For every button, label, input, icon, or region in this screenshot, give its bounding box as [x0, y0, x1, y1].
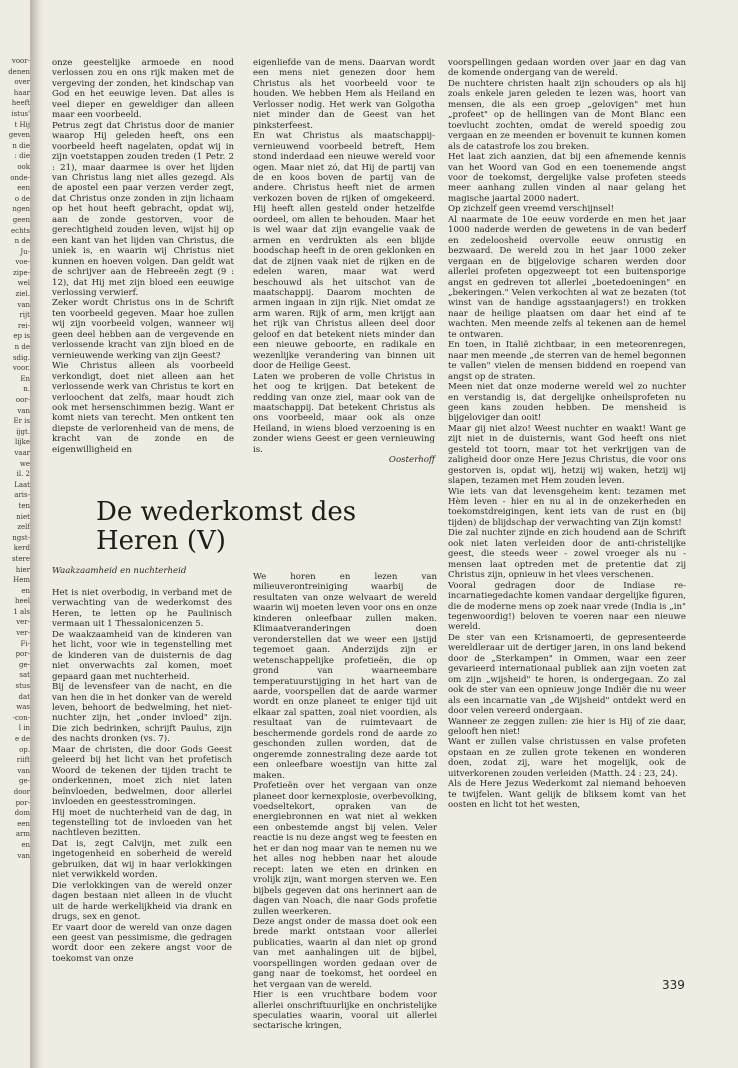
edge-fragment: ngen: [12, 205, 30, 214]
edge-fragment: en: [21, 840, 30, 849]
edge-fragment: denen: [8, 67, 30, 76]
edge-fragment: wel: [17, 279, 30, 288]
edge-fragment: rijt: [19, 311, 30, 320]
edge-fragment: n de: [14, 343, 30, 352]
edge-fragment: sdig.: [12, 353, 30, 362]
edge-fragment: ngst-: [12, 533, 30, 542]
paragraph: Profetieën over het vergaan van onze planeet door kernexplosie, overbevolking, voedseltekort, opraken van de energiebronnen en wat niet al wekken een onbestemde angst bij velen. Veler reactie is nu deze angst weg te feesten en het er dan nog maar van te nemen nu we het alles nog hebben naar het aloude recept: laten we eten en drinken en vrolijk zijn, want morgen sterven we. Een bijbels gegeven dat ons herinnert aan de dagen van Noach, die naar Gods profetie zullen weerkeren.: [253, 781, 437, 917]
edge-fragment: riift: [16, 756, 30, 765]
edge-fragment: niet: [16, 512, 30, 521]
article1-signature: Oosterhoff: [388, 455, 435, 466]
edge-fragment: zelf: [17, 523, 30, 532]
edge-fragment: van: [17, 766, 30, 775]
edge-fragment: 1 als: [13, 607, 30, 616]
paragraph: Het laat zich aanzien, dat bij een afnemende kennis van het Woord van God en een toenemende angst voor de toekomst, dergelijke valse profeten steeds meer aanhang zullen vinden al naar gelang het magische jaartal 2000 nadert.: [448, 152, 686, 204]
paragraph: Maar de christen, die door Gods Geest geleerd bij het licht van het profetisch Woord de tekenen der tijden tracht te onderkennen, moet zich niet laten beïnvloeden, bedwelmen, door allerlei invloeden en geestesstromingen.: [52, 744, 232, 808]
binding-gutter: [30, 0, 44, 1068]
edge-fragment: oor-: [15, 396, 30, 404]
edge-fragment: zipe-: [13, 268, 30, 277]
paragraph: Wie iets van dat levensgeheim kent: tezamen met Hèm leven - hier en nu al in de onzekerheden en toekomstdreigingen, kent iets van de rust en (bij tijden) de blijdschap der verwachting van Zijn komst!: [448, 486, 686, 528]
edge-fragment: o de: [14, 194, 30, 203]
paragraph: De waakzaamheid van de kinderen van het licht, voor wie in tegenstelling met de kinderen van de duisternis de dag niet onverwachts zal komen, moet gepaard gaan met nuchterheid.: [52, 629, 232, 682]
edge-fragment: onde-: [10, 173, 30, 182]
article1-column-1: [52, 58, 234, 455]
article2-column-3: [448, 58, 686, 811]
article2-subtitle: Waakzaamheid en nuchterheid: [52, 566, 187, 576]
previous-page-edge-text: [0, 56, 30, 1016]
edge-fragment: ziel.: [15, 290, 30, 299]
edge-fragment: ge-: [19, 660, 30, 669]
edge-fragment: ten: [18, 501, 30, 510]
edge-fragment: voor.: [12, 364, 30, 373]
edge-fragment: ver-: [16, 618, 30, 627]
edge-fragment: geven: [8, 131, 30, 140]
edge-fragment: En: [20, 374, 30, 383]
paragraph: Petrus zegt dat Christus door de manier waarop Hij geleden heeft, ons een voorbeeld heeft nagelaten, opdat wij in zijn voetstappen zouden treden (1 Petr. 2 : 21), maar daarmee is over het lijden van Christus lang niet alles gezegd. Als de apostel een paar verzen verder zegt, dat Christus onze zonden in zijn lichaam op het hout heeft gebracht, opdat wij, aan de zonde gestorven, voor de gerechtigheid zouden leven, wijst hij op een kant van het lijden van Christus, die uniek is, en waarin wij Christus niet kunnen en hoeven volgen. Dan geldt wat de schrijver aan de Hebreeën zegt (9 : 12), dat Hij met zijn bloed een eeuwige verlossing verwierf.: [52, 120, 234, 298]
edge-fragment: Fi-: [20, 639, 30, 648]
edge-fragment: geen: [12, 215, 30, 224]
edge-fragment: n die: [12, 141, 30, 150]
edge-fragment: t Hij: [14, 120, 30, 129]
paragraph: Als de Here Jezus Wederkomt zal niemand behoeven te twijfelen. Want gelijk de bliksem komt van het oosten en licht tot het westen,: [448, 779, 686, 811]
article2-column-1: [52, 588, 232, 964]
article2-title: De wederkomst des Heren (V): [96, 497, 357, 556]
edge-fragment: l in: [18, 724, 30, 733]
edge-fragment: Laat: [14, 480, 30, 489]
edge-fragment: ge-: [19, 777, 30, 786]
edge-fragment: we: [19, 459, 30, 468]
paragraph: Laten we proberen de volle Christus in het oog te krijgen. Dat betekent de redding van onze ziel, maar ook van de maatschappij. Dat betekent Christus als ons voorbeeld, maar ook als onze Heiland, in wiens bloed verzoening is en zonder wiens Geest er geen vernieuwing is.: [253, 371, 435, 455]
edge-fragment: dat: [18, 692, 30, 701]
edge-fragment: stus: [15, 682, 30, 691]
paragraph: Meen niet dat onze moderne wereld wel zo nuchter en verstandig is, dat dergelijke onheilsprofeten nu geen kans zouden hebben. De mensheid is bijgeloviger dan ooit!: [448, 382, 686, 424]
edge-fragment: aris-: [14, 491, 30, 500]
edge-fragment: ijgt.: [16, 427, 30, 436]
paragraph: De nuchtere christen haalt zijn schouders op als hij zoals enkele jaren geleden te lezen was, hoort van mensen, die als een groep „gelovigen" met hun „profeet" op de hellingen van de Mont Blanc een toevlucht zochten, omdat de wereld spoedig zou vergaan en ze meenden er bovenuit te kunnen komen als de catastrofe los zou breken.: [448, 78, 686, 152]
paragraph: Hij moet de nuchterheid van de dag, in tegenstelling tot de invloeden van het nachtleven bezitten.: [52, 807, 232, 839]
edge-fragment: heel: [14, 597, 30, 606]
paragraph: De ster van een Krisnamoerti, de gepresenteerde wereldleraar uit de dertiger jaren, in ons land bekend door de „Sterkampen" in Ommen, waar een zeer gevarieerd internationaal publiek aan zijn voeten zat om zijn „wijsheid" te horen, is ondergegaan. Zo zal ook de ster van een opnieuw jonge Indiër die nu weer als een incarnatie van „de Wijsheid" ontdekt werd en door velen vereerd ondergaan.: [448, 632, 686, 717]
edge-fragment: was: [16, 703, 30, 712]
edge-fragment: e de: [15, 735, 30, 743]
edge-fragment: voor-: [11, 57, 30, 65]
edge-fragment: door: [13, 787, 30, 796]
edge-fragment: por-: [15, 650, 30, 659]
edge-fragment: Hem: [13, 576, 30, 585]
edge-fragment: hier: [15, 565, 30, 574]
paragraph: Wie Christus alleen als voorbeeld verkondigt, doet niet alleen aan het verlossende werk van Christus te kort en verloochent dat zelfs, maar houdt zich ook met hersenschimmen bezig. Want er komt niets van terecht. Men ontkent ten diepste de verlorenheid van de mens, de kracht van de zonde en de eigenwilligheid en: [52, 361, 234, 455]
edge-fragment: lijke: [14, 438, 30, 447]
edge-fragment: ver-: [16, 629, 30, 638]
paragraph: Maar gij niet alzo! Weest nuchter en waakt! Want ge zijt niet in de duisternis, want God heeft ons niet gesteld tot toorn, maar tot het verkrijgen van de zaligheid door onze Here Jezus Christus, die voor ons gestorven is, opdat wij, hetzij wij waken, hetzij wij slapen, tezamen met Hem zouden leven.: [448, 423, 686, 487]
paragraph: Die verlokkingen van de wereld onzer dagen bestaan niet alleen in de vlucht uit de harde werkelijkheid via drank en drugs, sex en genot.: [52, 880, 232, 923]
edge-fragment: rei-: [17, 321, 30, 330]
edge-fragment: istus': [11, 109, 30, 118]
edge-fragment: sat: [19, 671, 30, 680]
edge-fragment: Er is: [13, 417, 30, 426]
paragraph: En toen, in Italië zichtbaar, in een meteorenregen, naar men meende „de sterren van de hemel begonnen te vallen" vielen de mensen biddend en roepend van angst op de straten.: [448, 340, 686, 382]
edge-fragment: ook: [17, 162, 30, 171]
edge-fragment: van: [17, 406, 30, 415]
paragraph: Want er zullen valse christussen en valse profeten opstaan en ze zullen grote tekenen en wonderen doen, zodat zij, ware het mogelijk, ook de uitverkorenen zouden verleiden (Matth. 24 : 23, 24).: [448, 737, 686, 779]
edge-fragment: echts: [11, 226, 30, 235]
edge-fragment: n.: [23, 385, 30, 394]
edge-fragment: een: [17, 184, 30, 193]
edge-fragment: n de: [14, 237, 30, 246]
article1-column-2: [253, 58, 435, 466]
paragraph: Op zichzelf geen vreemd verschijnsel!: [448, 204, 615, 215]
paragraph: Hier is een vruchtbare bodem voor allerlei onschriftuurlijke en onchristelijke speculaties waarin, vooral uit allerlei sectarische kringen,: [253, 990, 437, 1032]
paragraph: voorspellingen gedaan worden over jaar en dag van de komende ondergang van de wereld.: [448, 58, 686, 79]
paragraph: Bij de levensfeer van de nacht, en die van hen die in het donker van de wereld leven, behoort de bedwelming, het niet-nuchter zijn, het „onder invloed" zijn. Die zich bedrinken, schrijft Paulus, zijn des nachts dronken (vs. 7).: [52, 682, 232, 745]
paragraph: We horen en lezen van milieuverontreiniging waarbij de resultaten van onze welvaart de wereld waarin wij moeten leven voor ons en onze kinderen onleefbaar zullen maken. Klimaatveranderingen doen veronderstellen dat we weer een ijstijd tegemoet gaan. Anderzijds zijn er wetenschappelijke profetieën, die op grond van waarneembare temperatuurstijging in het hart van de aarde, voorspellen dat de aarde warmer wordt en onze planeet te eniger tijd uit elkaar zal spatten, zoal niet voordien, als resultaat van de ruimtevaart de beschermende gordels rond de aarde zo geschonden zullen worden, dat de ongeremde zonnestraling deze aarde tot een onleefbare woestijn van hitte zal maken.: [253, 572, 437, 781]
edge-fragment: : die: [14, 152, 30, 161]
edge-fragment: ep is: [13, 332, 30, 341]
paragraph: Al naarmate de 10e eeuw vorderde en men het jaar 1000 naderde werden de gewetens in de van bederf en zedeloosheid overvolle eeuw onrustig en bezwaard. De wereld zou in het jaar 1000 zeker vergaan en de bijgelovige scharen werden door allerlei profeten opgezweept tot een buitensporige angst en gedreven tot allerlei „boetedoeningen" en „bekeringen." Velen verkochten al wat ze bezaten (tot winst van de handige agsstaanjagers!) en trokken naar de heilige plaatsen om daar het eind af te wachten. Men meende zelfs al tekenen aan de hemel te ontwaren.: [448, 214, 686, 340]
paragraph: Wanneer ze zeggen zullen: zie hier is Hij of zie daar, gelooft hen niet!: [448, 716, 686, 737]
edge-fragment: por-: [15, 798, 30, 807]
edge-fragment: vaar: [14, 448, 30, 457]
paragraph: Die zal nuchter zijnde en zich houdend aan de Schrift ook niet laten verleiden door de anti-christelijke geest, die steeds weer - zowel vroeger als nu - mensen laat optreden met de pretentie dat zij Christus zijn, opnieuw in het vlees verschenen.: [448, 528, 686, 581]
edge-fragment: een: [17, 819, 30, 828]
edge-fragment: -con-: [12, 713, 30, 722]
page-number: 339: [662, 978, 685, 992]
edge-fragment: il. 2: [16, 470, 30, 479]
edge-fragment: op.: [19, 745, 30, 754]
edge-fragment: heeft: [11, 99, 30, 108]
paragraph: En wat Christus als maatschappij-vernieuwend voorbeeld betreft, Hem stond inderdaad een nieuwe wereld voor ogen. Maar niet zó, dat Hij de partij van de en koos boven de partij van de andere. Christus heeft niet de armen verkozen boven de rijken of omgekeerd. Hij heeft allen gesteld onder hetzelfde oordeel, om allen te behouden. Maar het is wel waar dat zijn evangelie vaak de armen en verdrukten als een blijde boodschap heeft in de oren geklonken en dat de zijnen vaak niet de rijken en de edelen waren, maar wat werd beschouwd als het uitschot van de maatschappij. Daarom mochten de armen ingaan in zijn rijk. Niet omdat ze arm waren. Rijk of arm, men krijgt aan het rijk van Christus alleen deel door geloof en dat betekent niets minder dan een nieuwe geboorte, en radikale en wezenlijke verandering van binnen uit door de Heilige Geest.: [253, 131, 435, 372]
paragraph: Zeker wordt Christus ons in de Schrift ten voorbeeld gegeven. Maar hoe zullen wij zijn voorbeeld volgen, wanneer wij geen deel hebben aan de vergevende en verlossende kracht van zijn bloed en de vernieuwende werking van zijn Geest?: [52, 298, 234, 361]
edge-fragment: van: [17, 851, 30, 860]
paragraph: eigenliefde van de mens. Daarvan wordt een mens niet genezen door hem Christus als het voorbeeld voor te houden. We hebben Hem als Heiland en Verlosser nodig. Het werk van Golgotha niet minder dan de Geest van het pinksterfeest.: [253, 58, 435, 131]
paragraph: Deze angst onder de massa doet ook een brede markt ontstaan voor allerlei publicaties, waarin al dan niet op grond van met aanhalingen uit de bijbel, voorspellingen worden gedaan over de gang naar de toekomst, het oordeel en het vergaan van de wereld.: [253, 916, 437, 990]
edge-fragment: over: [14, 78, 30, 87]
edge-fragment: voe-: [15, 258, 30, 267]
paragraph: Dat is, zegt Calvijn, met zulk een ingetogenheid en soberheid de wereld gebruiken, dat wij in haar verlokkingen niet verwikkeld worden.: [52, 838, 232, 881]
paragraph: onze geestelijke armoede en nood verlossen zou en ons rijk maken met de vergeving der zonden, het kindschap van God en het eeuwige leven. Dat alles is veel dieper en geweldiger dan alleen maar een voorbeeld.: [52, 58, 234, 121]
paragraph: Het is niet overbodig, in verband met de verwachting van de wederkomst des Heren, te letten op he Paulinisch vermaan uit 1 Thessalonicenzen 5.: [52, 588, 232, 630]
edge-fragment: haar: [13, 88, 30, 97]
edge-fragment: kerd: [13, 544, 30, 553]
edge-fragment: stere: [11, 554, 30, 563]
edge-fragment: van: [17, 300, 30, 309]
edge-fragment: dom: [14, 809, 30, 818]
paragraph: Er vaart door de wereld van onze dagen een geest van pessimisme, die gedragen wordt door een zekere angst voor de toekomst van onze: [52, 922, 232, 964]
edge-fragment: Ju-: [20, 247, 30, 256]
article2-column-2: [253, 572, 437, 1032]
edge-fragment: arm: [15, 830, 30, 839]
edge-fragment: en: [21, 586, 30, 595]
paragraph: Vooral gedragen door de Indiase re-incarnatiegedachte komen vandaar dergelijke figuren, die de moderne mens op zoek naar vrede (India is „in" tegenwoordig!) beloven te voeren naar een nieuwe wereld.: [448, 580, 686, 633]
